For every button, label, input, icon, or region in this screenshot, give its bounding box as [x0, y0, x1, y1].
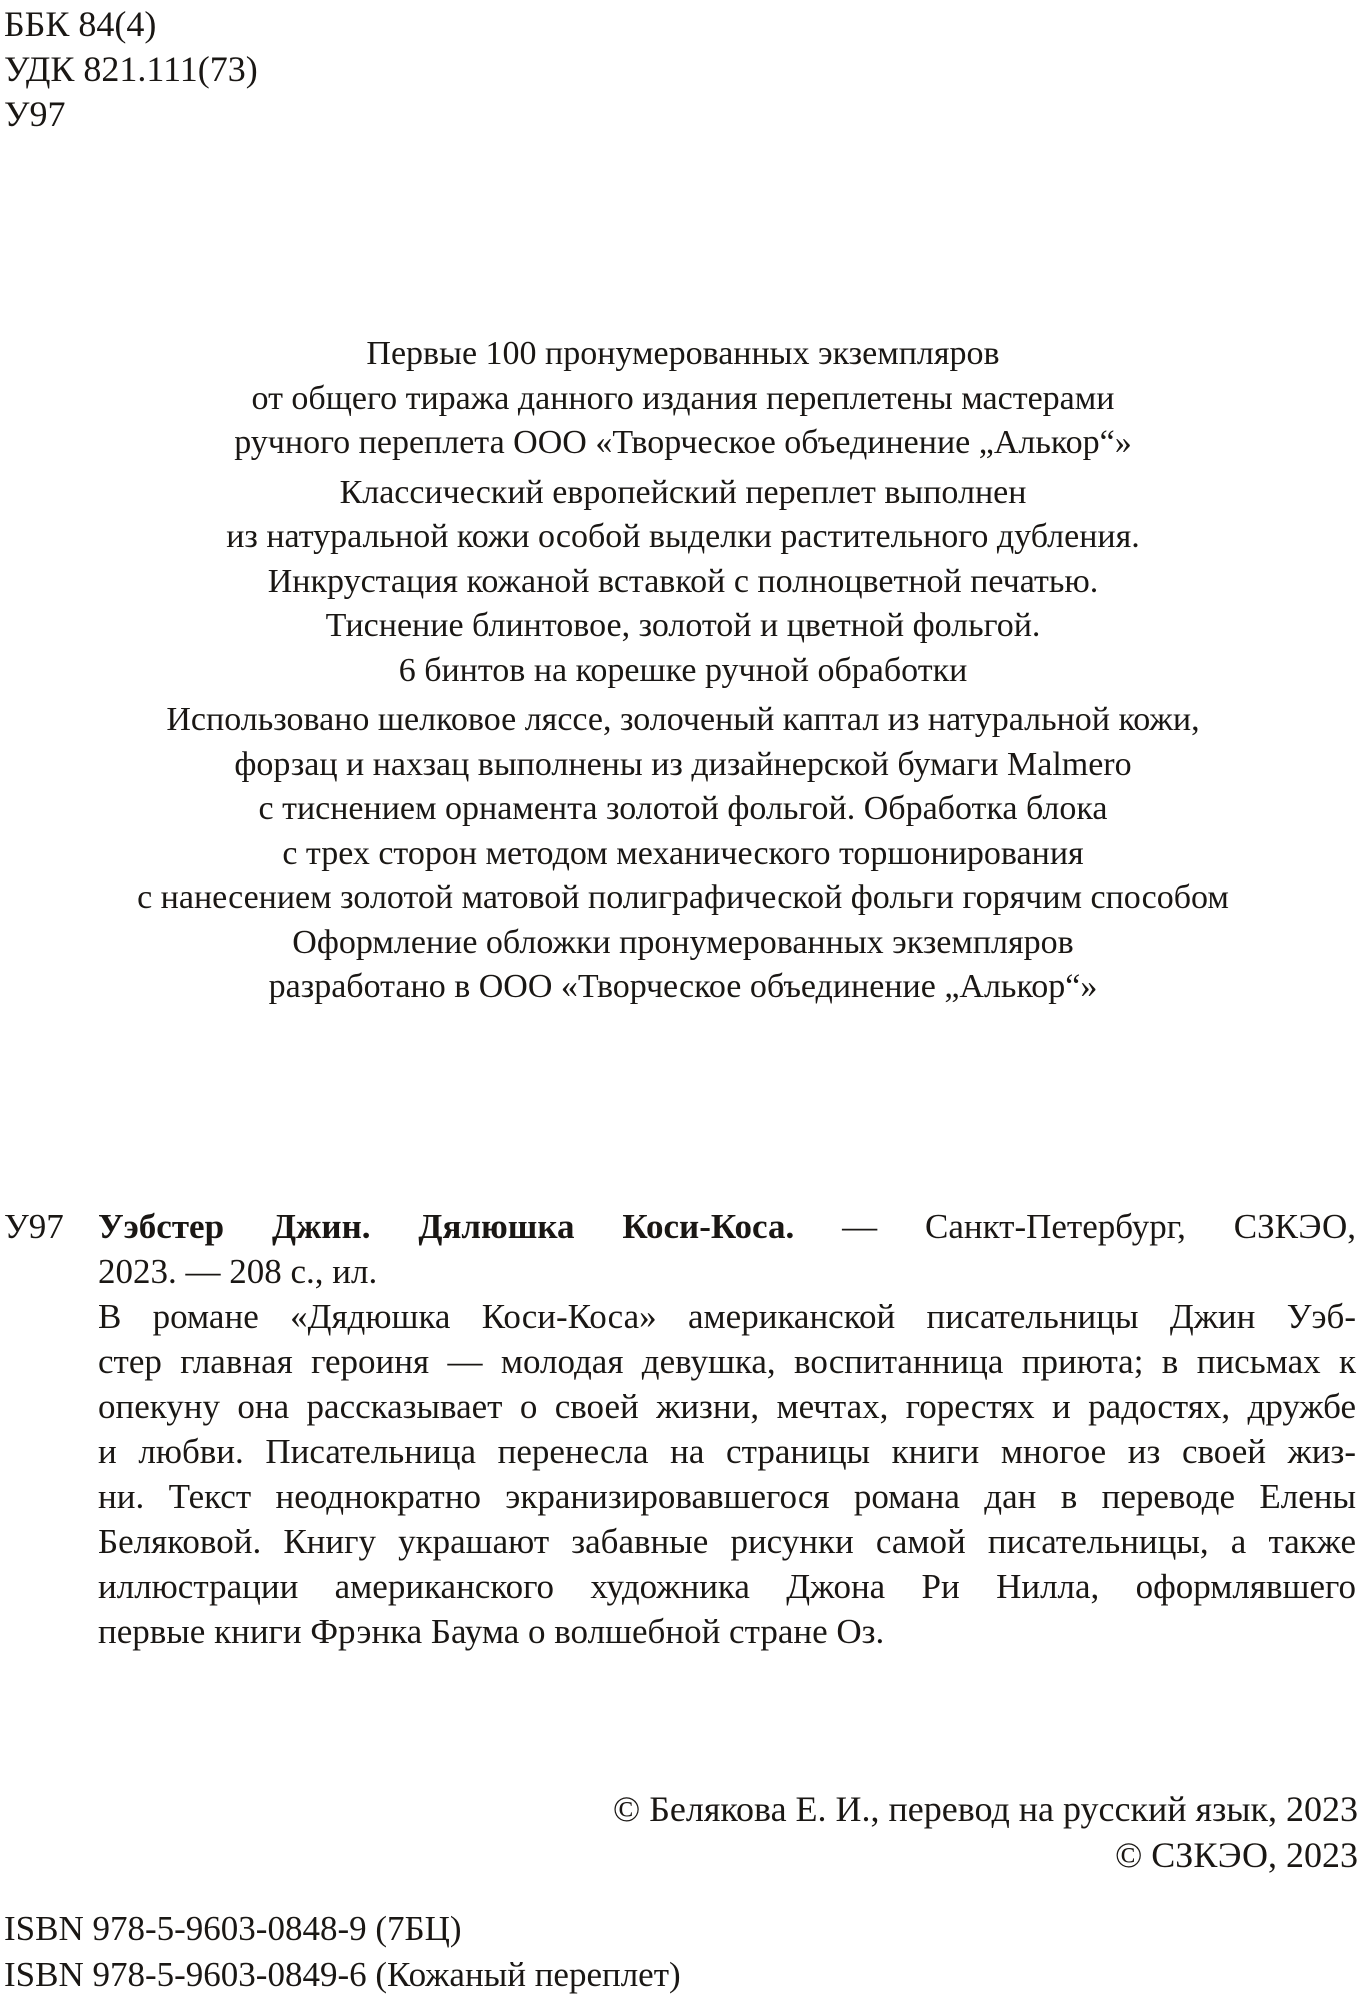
catalog-index: У97 — [4, 1207, 64, 1246]
note-line: разработано в ООО «Творческое объединение „Алькор“» — [268, 968, 1098, 1005]
bbk-code: ББК 84(4) — [4, 4, 157, 44]
note-line: от общего тиража данного издания переплетены мастерами — [251, 379, 1115, 417]
note-line: форзац и нахзац выполнены из дизайнерской бумаги Malmero — [234, 745, 1132, 783]
binding-notes — [50, 332, 1316, 1015]
note-line: 6 бинтов на корешке ручной обработки — [398, 651, 968, 689]
binding-note-paragraph-3 — [50, 698, 1316, 1010]
note-line: с нанесением золотой матовой полиграфической фольги горячим способом — [137, 879, 1229, 916]
translation-copyright: © Белякова Е. И., перевод на русский язык, 2023 — [612, 1789, 1358, 1829]
annotation-line: иллюстрации американского художника Джона Ри Нилла, оформлявшего — [98, 1567, 1356, 1606]
annotation-line: опекуну она рассказывает о своей жизни, мечтах, горестях и радостях, дружбе — [98, 1387, 1356, 1426]
annotation-line: и любви. Писательница перенесла на страницы книги многое из своей жиз- — [98, 1432, 1356, 1471]
publication-info: — Санкт-Петербург, СЗКЭО, — [794, 1207, 1356, 1246]
author-sign: У97 — [4, 94, 66, 134]
publisher-copyright: © СЗКЭО, 2023 — [1114, 1835, 1358, 1875]
book-title: Уэбстер Джин. Дялюшка Коси-Коса. — [98, 1207, 795, 1246]
note-line: ручного переплета ООО «Творческое объединение „Алькор“» — [234, 424, 1132, 461]
copyright-block — [613, 1786, 1358, 1878]
note-line: Классический европейский переплет выполнен — [339, 473, 1027, 511]
note-line: Оформление обложки пронумерованных экземпляров — [292, 923, 1074, 961]
annotation-line: стер главная героиня — молодая девушка, воспитанница приюта; в письмах к — [98, 1342, 1356, 1381]
note-line: Инкрустация кожаной вставкой с полноцветной печатью. — [267, 562, 1099, 600]
note-line: Использовано шелковое ляссе, золоченый каптал из натуральной кожи, — [166, 701, 1200, 738]
annotation-line: В романе «Дядюшка Коси-Коса» американской писательницы Джин Уэб- — [98, 1297, 1356, 1336]
classification-codes — [4, 2, 258, 137]
annotation-line: ни. Текст неоднократно экранизировавшегося романа дан в переводе Елены — [98, 1477, 1356, 1516]
annotation-line: первые книги Фрэнка Баума о волшебной стране Оз. — [98, 1612, 885, 1651]
note-line: с трех сторон методом механического торшонирования — [282, 834, 1084, 872]
catalog-title-line — [98, 1204, 1356, 1249]
catalog-description — [98, 1204, 1356, 1654]
note-line: с тиснением орнамента золотой фольгой. Обработка блока — [258, 790, 1108, 827]
binding-note-paragraph-1 — [50, 332, 1316, 466]
note-line: Первые 100 пронумерованных экземпляров — [366, 335, 1000, 372]
binding-note-paragraph-2 — [50, 471, 1316, 694]
udk-code: УДК 821.111(73) — [4, 49, 258, 89]
note-line: Тиснение блинтовое, золотой и цветной фольгой. — [325, 607, 1041, 644]
isbn-leather: ISBN 978-5-9603-0849-6 (Кожаный переплет) — [4, 1955, 681, 1994]
isbn-hardcover: ISBN 978-5-9603-0848-9 (7БЦ) — [4, 1909, 462, 1948]
note-line: из натуральной кожи особой выделки растительного дубления. — [226, 518, 1140, 555]
publication-details: 2023. — 208 с., ил. — [98, 1252, 378, 1291]
annotation-line: Беляковой. Книгу украшают забавные рисунки самой писательницы, а также — [98, 1522, 1356, 1561]
isbn-block — [4, 1906, 681, 1998]
